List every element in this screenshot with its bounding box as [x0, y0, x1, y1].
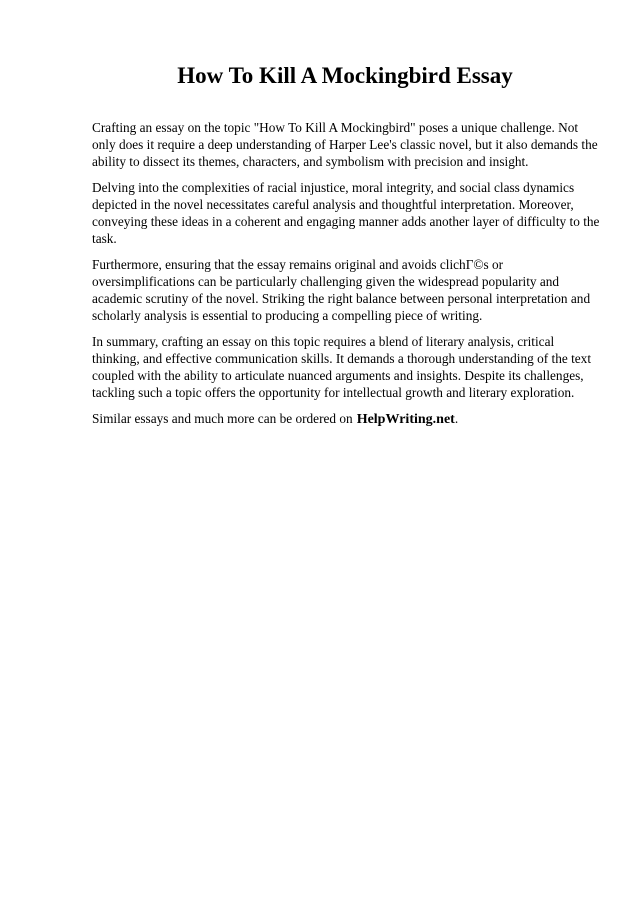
paragraph-2: Delving into the complexities of racial injustice, moral integrity, and social class dynamics depicted in the novel necessitates careful analysis and thoughtful interpretation. Moreover, conveying these ideas in a coherent and engaging manner adds another layer of difficulty to the task. — [92, 180, 600, 246]
paragraph-3: Furthermore, ensuring that the essay remains original and avoids clichГ©s or oversimplifications can be particularly challenging given the widespread popularity and academic scrutiny of the novel. Striking the right balance between personal interpretation and scholarly analysis is essential to producing a compelling piece of writing. — [92, 257, 591, 323]
helpwriting-link[interactable]: HelpWriting.net — [356, 412, 455, 427]
order-callout-suffix: . — [454, 411, 459, 426]
essay-body — [92, 119, 600, 437]
paragraph-4: In summary, crafting an essay on this topic requires a blend of literary analysis, critical thinking, and effective communication skills. It demands a thorough understanding of the text coupled with the ability to articulate nuanced arguments and insights. Despite its challenges, tackling such a topic offers the opportunity for intellectual growth and literary exploration. — [92, 334, 592, 400]
page-title: How To Kill A Mockingbird Essay — [177, 63, 513, 88]
order-callout — [92, 410, 600, 428]
order-callout-text: Similar essays and much more can be ordered on — [92, 411, 353, 426]
paragraph-1: Crafting an essay on the topic "How To Kill A Mockingbird" poses a unique challenge. Not only does it require a deep understanding of Harper Lee's classic novel, but it also demands the ability to dissect its themes, characters, and symbolism with precision and insight. — [92, 120, 598, 169]
